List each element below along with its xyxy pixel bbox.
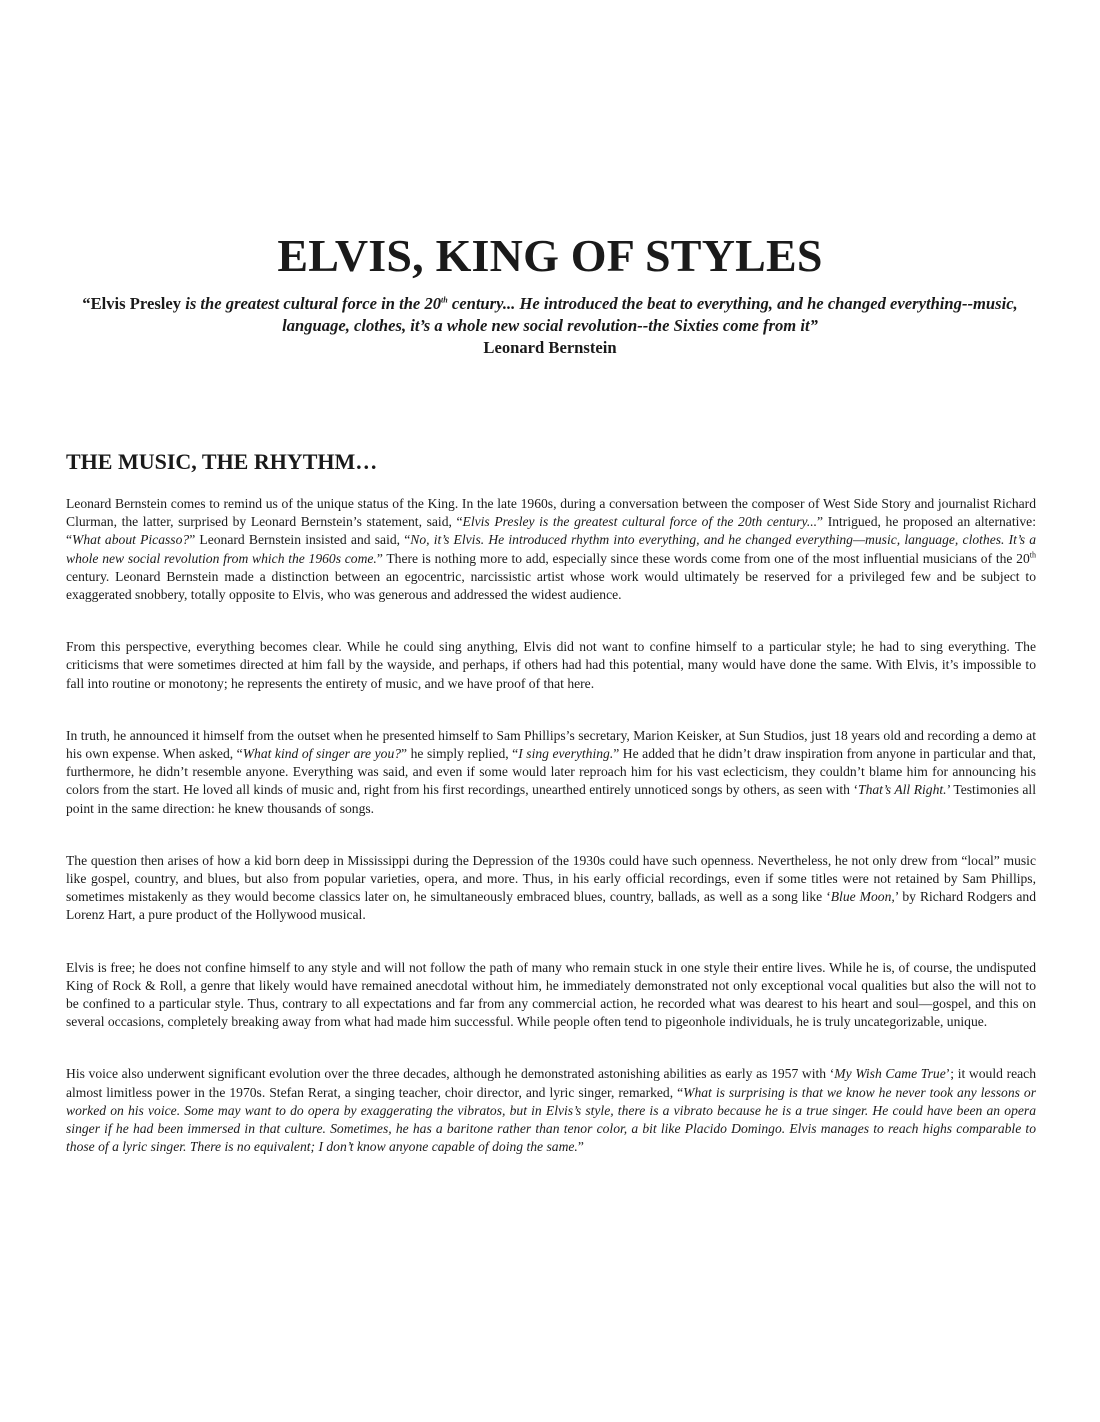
page-title: ELVIS, KING OF STYLES: [277, 230, 823, 281]
p3-text-4: ’ Testimonies all point in the same direction: he knew thousands of songs.: [66, 782, 1036, 816]
paragraph-3: [66, 727, 1036, 818]
p1-superscript: th: [1029, 550, 1036, 560]
p3-text-3: ” He added that he didn’t draw inspiration from anyone in particular and that, furthermore, he didn’t resemble anyone. Everything was said, and even if some would later reproach him for his vast eclecticism, they couldn’t blame him for announcing his colors from the start. He loved all kinds of music and, right from his first recordings, unearthed entirely unnoticed songs by others, as seen with ‘: [66, 746, 1036, 798]
p6-text-3: ”: [577, 1139, 584, 1155]
paragraph-5: Elvis is free; he does not confine himself to any style and will not follow the path of many who remain stuck in one style their entire lives. While he is, of course, the undisputed King of Rock & Roll, a genre that likely would have remained anecdotal without him, he immediately demonstrated not only exceptional vocal qualities but also the will not to be confined to a particular style. Thus, contrary to all expectations and far from any commercial action, he recorded what was dearest to his heart and soul—gospel, and this on several occasions, completely breaking away from what had made him successful. While people often tend to pigeonhole individuals, he is truly uncategorizable, unique.: [66, 959, 1036, 1030]
p6-text-1: His voice also underwent significant evolution over the three decades, although he demonstrated astonishing abilities as early as 1957 with ‘: [66, 1066, 835, 1082]
paragraph-1: [66, 495, 1036, 604]
p3-italic-2: I sing everything.: [518, 746, 614, 762]
p1-text-5: century. Leonard Bernstein made a distinction between an egocentric, narcissistic artist whose work would ultimately be reserved for a privileged few and be subject to exaggerated snobbery, totally opposite to Elvis, who was generous and addressed the widest audience.: [66, 568, 1036, 603]
p1-italic-2: What about Picasso?: [72, 532, 190, 548]
p3-text-1: In truth, he announced it himself from the outset when he presented himself to Sam Phillips’s secretary, Marion Keisker, at Sun Studios, just 18 years old and recording a demo at his own expense. When asked, “: [66, 727, 1036, 762]
p3-italic-1: What kind of singer are you?: [242, 746, 402, 762]
p6-text-2: ’; it would reach almost limitless power in the 1970s. Stefan Rerat, a singing teacher, choir director, and lyric singer, remarked, “: [66, 1066, 1036, 1100]
p6-italic-2: What is surprising is that we know he never took any lessons or worked on his voice. Some may want to do opera by exaggerating the vibratos, but in Elvis’s style, there is a vibrato because he is a true singer. He could have been an opera singer if he had been immersed in that culture. Sometimes, he has a baritone rather than tenor color, a bit like Placido Domingo. Elvis manages to reach highs comparable to those of a lyric singer. There is no equivalent; I don’t know anyone capable of doing the same.: [66, 1084, 1036, 1155]
p1-text-3: ” Leonard Bernstein insisted and said, “: [189, 532, 411, 548]
p1-text-2: ” Intrigued, he proposed an alternative: “: [66, 514, 1036, 548]
epigraph-quote: [60, 293, 1040, 359]
epigraph-superscript: th: [441, 295, 448, 305]
p6-italic-1: My Wish Came True: [834, 1066, 946, 1082]
p1-text-1: Leonard Bernstein comes to remind us of the unique status of the King. In the late 1960s, during a conversation between the composer of West Side Story and journalist Richard Clurman, the latter, surprised by Leonard Bernstein’s statement, said, “: [66, 496, 1036, 530]
paragraph-4: [66, 852, 1036, 925]
p4-text-2: ’ by Richard Rodgers and Lorenz Hart, a pure product of the Hollywood musical.: [66, 889, 1036, 923]
section-heading: THE MUSIC, THE RHYTHM…: [66, 449, 378, 474]
p4-text-1: The question then arises of how a kid born deep in Mississippi during the Depression of the 1930s could have such openness. Nevertheless, he not only drew from “local” music like gospel, country, and blues, but also from popular varieties, opera, and more. Thus, in his early official recordings, even if some titles were not retained by Sam Phillips, sometimes mistakenly as they would become classics later on, he simultaneously embraced blues, country, ballads, as well as a song like ‘: [66, 852, 1036, 905]
paragraph-6: [66, 1065, 1036, 1156]
epigraph-text-a: is the greatest cultural force in the 20: [185, 294, 442, 313]
p1-text-4: ” There is nothing more to add, especially since these words come from one of the most influential musicians of the 20: [376, 550, 1030, 566]
epigraph-text-b: century... He introduced the beat to everything, and he changed everything--music, language, clothes, it’s a whole new social revolution--the Sixties come from it”: [282, 294, 1018, 335]
p4-italic-1: Blue Moon,: [830, 889, 895, 905]
p3-italic-3: That’s All Right.: [858, 782, 947, 798]
epigraph-open: “Elvis Presley: [82, 294, 186, 313]
p3-text-2: ” he simply replied, “: [401, 746, 519, 762]
paragraph-2: From this perspective, everything becomes clear. While he could sing anything, Elvis did not want to confine himself to a particular style; he had to sing everything. The criticisms that were sometimes directed at him fall by the wayside, and perhaps, if others had had this potential, many would have done the same. With Elvis, it’s impossible to fall into routine or monotony; he represents the entirety of music, and we have proof of that here.: [66, 639, 1036, 691]
body-text: [66, 495, 1036, 1190]
p1-italic-3: No, it’s Elvis. He introduced rhythm into everything, and he changed everything—music, language, clothes. It’s a whole new social revolution from which the 1960s come.: [66, 532, 1036, 566]
p1-italic-1: Elvis Presley is the greatest cultural force of the 20th century...: [462, 514, 818, 530]
epigraph-author: Leonard Bernstein: [483, 338, 617, 357]
